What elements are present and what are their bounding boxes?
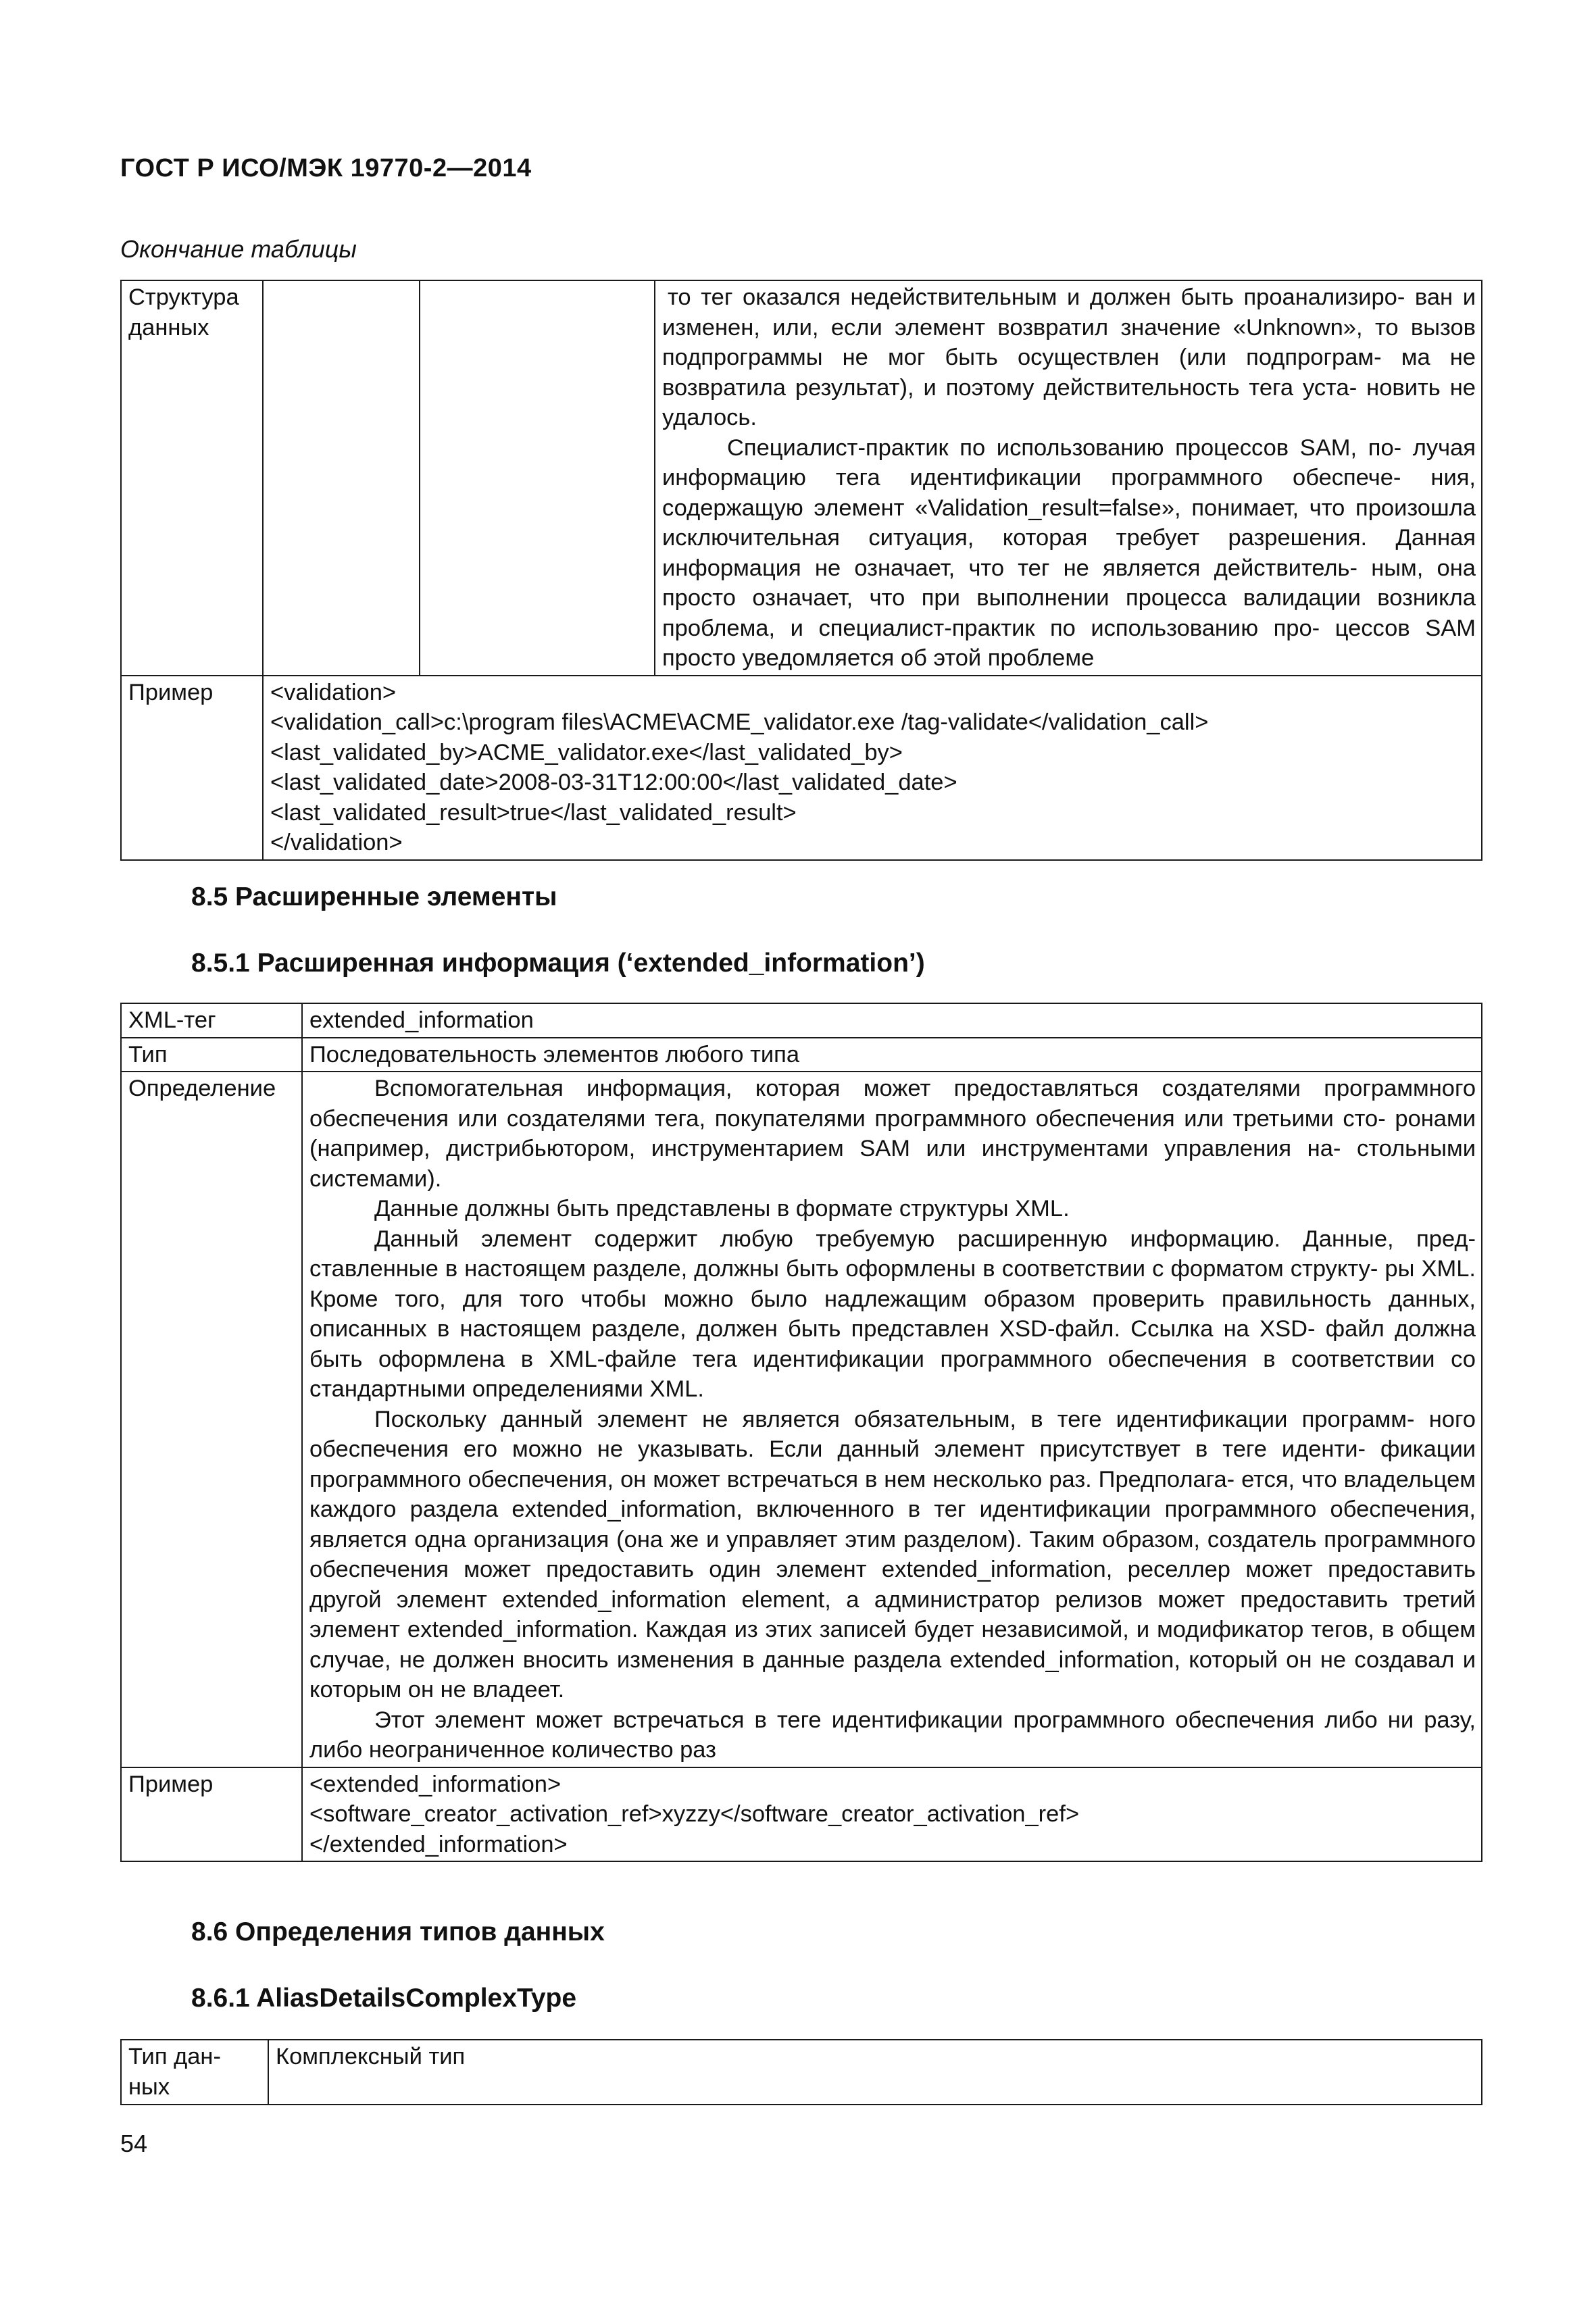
data-structure-text <box>655 280 1482 676</box>
code-line: <extended_information> <box>309 1771 562 1797</box>
section-heading-8-5: 8.5 Расширенные элементы <box>191 882 557 911</box>
row-label-example: Пример <box>121 1767 302 1862</box>
code-line: <validation> <box>270 679 397 705</box>
paragraph: Поскольку данный элемент не является обязательным, в теге идентификации программ- ного обеспечения его можно не указывать. Если данный элемент присутствует в теге иденти- фикации программного обеспечения, он может встречаться в нем несколько раз. Предполага- ется, что владельцем каждого раздела extended_information, включенного в тег идентификации программного обеспечения, является одна организация (она же и управляет этим разделом). Таким образом, создатель программного обеспечения может предоставить один элемент extended_information, реселлер может предоставить другой элемент extended_information element, а администратор релизов может предоставить третий элемент extended_information. Каждая из этих записей будет независимой, и модификатор тегов, в общем случае, не должен вносить изменения в данные раздела extended_information, который он не создавал и которым он не владеет. <box>309 1406 1476 1703</box>
code-line: <software_creator_activation_ref>xyzzy</software_creator_activation_ref> <box>309 1801 1080 1827</box>
table-row <box>121 1767 1482 1862</box>
code-line: <validation_call>c:\program files\ACME\ACME_validator.exe /tag-validate</validation_call> <box>270 709 1209 735</box>
example-code <box>263 676 1482 860</box>
table-alias-details <box>120 2039 1482 2105</box>
type-value: Последовательность элементов любого типа <box>302 1038 1482 1072</box>
section-heading-8-6-1: 8.6.1 AliasDetailsComplexType <box>191 1984 577 2013</box>
row-label-data-type: Тип дан- ных <box>121 2040 268 2105</box>
standard-header: ГОСТ Р ИСО/МЭК 19770-2—2014 <box>120 154 532 182</box>
paragraph: Этот элемент может встречаться в теге идентификации программного обеспечения либо ни разу, либо неограниченное количество раз <box>309 1707 1476 1763</box>
table-extended-information <box>120 1003 1482 1862</box>
table-row <box>121 1038 1482 1072</box>
paragraph: Данный элемент содержит любую требуемую расширенную информацию. Данные, пред- ставленные в настоящем разделе, должны быть оформлены в соответствии с форматом структу- ры XML. Кроме того, для того чтобы можно было надлежащим образом проверить правильность данных, описанных в настоящем разделе, должен быть представлен XSD-файл. Ссылка на XSD- файл должна быть оформлена в XML-файле тега идентификации программного обеспечения в соответствии со стандартными определениями XML. <box>309 1226 1476 1402</box>
paragraph: Специалист-практик по использованию процессов SAM, по- лучая информацию тега идентификации программного обеспече- ния, содержащую элемент «Validation_result=false», понимает, что произошла исключительная ситуация, которая требует разрешения. Данная информация не означает, что тег не является действитель- ным, она просто означает, что при выполнении процесса валидации возникла проблема, и специалист-практик по использованию про- цессов SAM просто уведомляется об этой проблеме <box>662 434 1476 671</box>
table-row <box>121 280 1482 676</box>
code-line: <last_validated_by>ACME_validator.exe</last_validated_by> <box>270 739 903 765</box>
row-label-example: Пример <box>121 676 263 860</box>
table-row <box>121 676 1482 860</box>
paragraph: Вспомогательная информация, которая может предоставляться создателями программного обеспечения или создателями тега, покупателями программного обеспечения или третьими сто- ронами (например, дистрибьютором, инструментарием SAM или инструментами управления на- стольными системами). <box>309 1076 1476 1192</box>
row-label-xml-tag: XML-тег <box>121 1003 302 1038</box>
section-heading-8-6: 8.6 Определения типов данных <box>191 1917 605 1946</box>
section-heading-8-5-1: 8.5.1 Расширенная информация (‘extended_information’) <box>191 949 925 978</box>
example-code <box>302 1767 1482 1862</box>
empty-cell <box>420 280 655 676</box>
code-line: </extended_information> <box>309 1831 568 1857</box>
paragraph: то тег оказался недействительным и должен быть проанализиро- ван и изменен, или, если элемент возвратил значение «Unknown», то вызов подпрограммы не мог быть осуществлен (или подпрограм- ма не возвратила результат), и поэтому действительность тега уста- новить не удалось. <box>662 284 1476 430</box>
empty-cell <box>263 280 420 676</box>
table-row <box>121 2040 1482 2105</box>
table-continuation-caption: Окончание таблицы <box>120 235 357 263</box>
table-row <box>121 1072 1482 1767</box>
code-line: <last_validated_result>true</last_validated_result> <box>270 799 797 826</box>
row-label-definition: Определение <box>121 1072 302 1767</box>
row-label-data-structure: Структура данных <box>121 280 263 676</box>
table-validation <box>120 280 1482 861</box>
code-line: </validation> <box>270 830 403 855</box>
xml-tag-value: extended_information <box>302 1003 1482 1038</box>
table-row <box>121 1003 1482 1038</box>
row-label-type: Тип <box>121 1038 302 1072</box>
definition-text <box>302 1072 1482 1767</box>
code-line: <last_validated_date>2008-03-31T12:00:00</last_validated_date> <box>270 770 957 795</box>
paragraph: Данные должны быть представлены в формате структуры XML. <box>374 1196 1070 1222</box>
page-number: 54 <box>120 2130 148 2157</box>
data-type-value: Комплексный тип <box>268 2040 1482 2105</box>
